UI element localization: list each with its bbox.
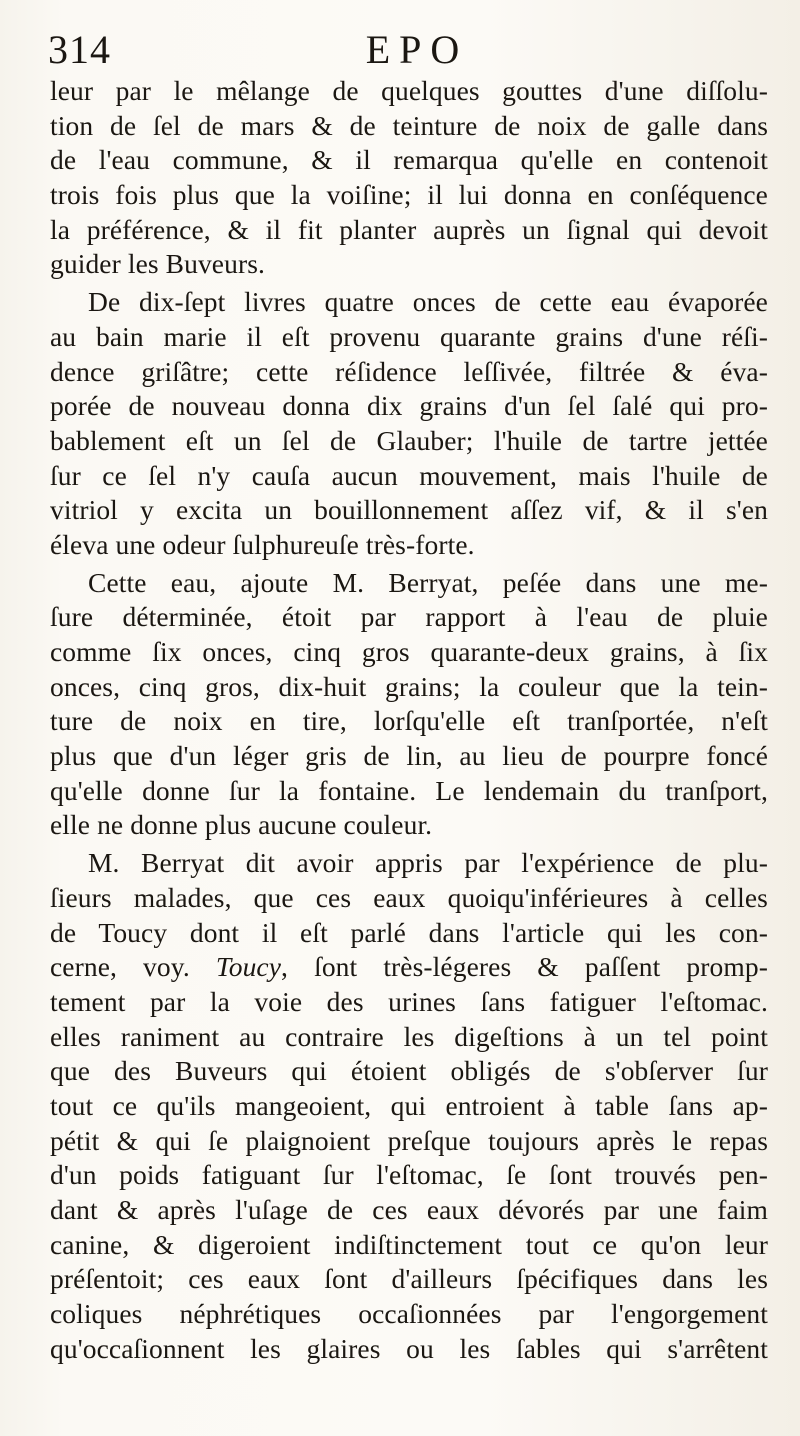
running-head: EPO: [365, 27, 469, 72]
body-text: [50, 74, 768, 1366]
text-line: que des Buveurs qui étoient obligés de s'obſerver ſur: [50, 1055, 768, 1087]
text-line: tement par la voie des urines ſans fatiguer l'eſtomac.: [50, 985, 768, 1017]
text-line: M. Berryat dit avoir appris par l'expérience de plu-: [88, 847, 768, 879]
text-line: au bain marie il eſt provenu quarante grains d'une réſi-: [50, 320, 768, 352]
paragraph: [50, 846, 768, 1366]
text-line: guider les Buveurs.: [50, 248, 265, 280]
paragraph: [50, 566, 768, 844]
text-line: bablement eſt un ſel de Glauber; l'huile de tartre jettée: [50, 424, 768, 456]
text-line: tout ce qu'ils mangeoient, qui entroient à table ſans ap-: [50, 1089, 768, 1121]
text-line: Cette eau, ajoute M. Berryat, peſée dans une me-: [88, 566, 768, 598]
paragraph: [50, 74, 768, 282]
text-line: onces, cinq gros, dix-huit grains; la couleur que la tein-: [50, 670, 768, 702]
text-line: ſur ce ſel n'y cauſa aucun mouvement, mais l'huile de: [50, 459, 768, 491]
page-number: 314: [48, 27, 111, 72]
text-line: tion de ſel de mars & de teinture de noix de galle dans: [50, 109, 768, 141]
text-line: leur par le mêlange de quelques gouttes d'une diſſolu-: [50, 75, 768, 106]
line-end: , ſont très-légeres & paſſent promp-: [281, 951, 768, 983]
text-line: d'un poids fatiguant ſur l'eſtomac, ſe ſont trouvés pen-: [50, 1159, 768, 1191]
paragraph: [50, 285, 768, 563]
text-line: trois fois plus que la voiſine; il lui donna en conſéquence: [50, 179, 768, 211]
text-line: canine, & digeroient indiſtinctement tout ce qu'on leur: [50, 1228, 768, 1260]
text-line-with-reference: [50, 950, 768, 985]
text-line: De dix-ſept livres quatre onces de cette eau évaporée: [88, 286, 768, 318]
text-line: dant & après l'uſage de ces eaux dévorés par une faim: [50, 1194, 768, 1225]
text-line: qu'occaſionnent les glaires ou les ſables qui s'arrêtent: [50, 1332, 768, 1364]
text-line: de l'eau commune, & il remarqua qu'elle en contenoit: [50, 144, 768, 176]
text-line: ſure déterminée, étoit par rapport à l'eau de pluie: [50, 601, 768, 633]
text-line: vitriol y excita un bouillonnement aſſez vif, & il s'en: [50, 494, 768, 526]
text-line: dence griſâtre; cette réſidence leſſivée, filtrée & éva-: [50, 355, 768, 387]
cross-reference: Toucy: [215, 951, 282, 983]
text-line: ſieurs malades, que ces eaux quoiqu'inférieures à celles: [50, 881, 768, 913]
text-line: qu'elle donne ſur la fontaine. Le lendemain du tranſport,: [50, 774, 768, 806]
text-line: plus que d'un léger gris de lin, au lieu de pourpre foncé: [50, 740, 768, 772]
text-line: comme ſix onces, cinq gros quarante-deux grains, à ſix: [50, 636, 768, 667]
text-line: coliques néphrétiques occaſionnées par l'engorgement: [50, 1298, 768, 1330]
text-line: la préférence, & il fit planter auprès un ſignal qui devoit: [50, 213, 768, 245]
text-line: éleva une odeur ſulphureuſe très-forte.: [50, 528, 475, 560]
text-line: ture de noix en tire, lorſqu'elle eſt tranſportée, n'eſt: [50, 705, 768, 737]
text-line: de Toucy dont il eſt parlé dans l'article qui les con-: [50, 916, 768, 948]
text-line: elle ne donne plus aucune couleur.: [50, 809, 433, 841]
text-line: elles raniment au contraire les digeſtions à un tel point: [50, 1020, 768, 1052]
line-start: cerne, voy.: [50, 951, 216, 983]
text-line: porée de nouveau donna dix grains d'un ſel ſalé qui pro-: [50, 390, 768, 422]
text-line: préſentoit; ces eaux ſont d'ailleurs ſpécifiques dans les: [50, 1263, 768, 1295]
text-line: pétit & qui ſe plaignoient preſque toujours après le repas: [50, 1124, 768, 1156]
